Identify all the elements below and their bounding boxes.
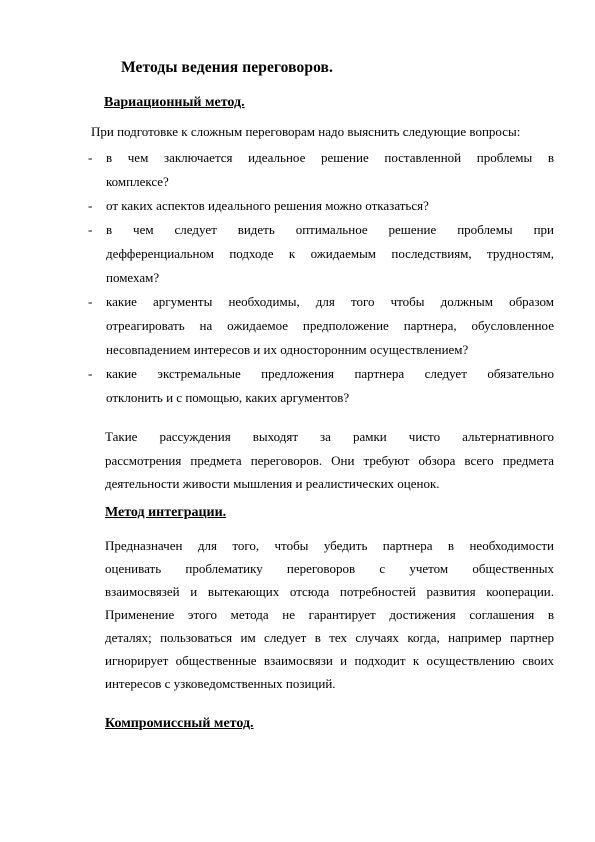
- text-line: помехам?: [106, 270, 160, 285]
- bullet-dash: -: [88, 198, 93, 213]
- text-line: в чем следует видеть оптимальное решение проблемы при: [106, 222, 554, 237]
- section-heading-integration: Метод интеграции.: [105, 505, 227, 520]
- list-item: [88, 290, 554, 362]
- bullet-dash: -: [88, 150, 93, 165]
- section-heading-compromise: Компромиссный метод.: [105, 716, 254, 731]
- text-line: игнорирует общественные взаимосвязи и подходит к осуществлению своих: [105, 653, 554, 668]
- list-item: [88, 218, 554, 290]
- section-heading-variational: Вариационный метод.: [104, 95, 245, 110]
- text-line: рассмотрения предмета переговоров. Они требуют обзора всего предмета: [105, 452, 554, 468]
- list-item: [88, 146, 554, 194]
- text-line: несовпадением интересов и их односторонним осуществлением?: [106, 342, 469, 357]
- text-line: какие аргументы необходимы, для того чтобы должным образом: [106, 294, 554, 309]
- text-line: Применение этого метода не гарантирует достижения соглашения в: [105, 607, 554, 622]
- section-conclusion: [105, 425, 554, 496]
- section-body-integration: [105, 534, 554, 695]
- bullet-dash: -: [88, 366, 93, 381]
- document-title: Методы ведения переговоров.: [121, 59, 333, 76]
- text-line: в чем заключается идеальное решение поставленной проблемы в: [106, 150, 554, 165]
- text-line: комплексе?: [106, 174, 169, 189]
- text-line: от каких аспектов идеального решения можно отказаться?: [106, 198, 429, 213]
- text-line: интересов с узковедомственных позиций.: [105, 676, 336, 691]
- text-line: отреагировать на ожидаемое предположение партнера, обусловленное: [106, 318, 554, 333]
- question-list: [88, 146, 554, 410]
- text-line: взаимосвязей и вытекающих отсюда потребностей развития кооперации.: [105, 584, 554, 599]
- bullet-dash: -: [88, 294, 93, 309]
- bullet-dash: -: [88, 222, 93, 237]
- text-line: отклонить и с помощью, каких аргументов?: [106, 390, 350, 405]
- list-item: [88, 194, 554, 218]
- text-line: оценивать проблематику переговоров с учетом общественных: [105, 561, 554, 576]
- text-line: какие экстремальные предложения партнера следует обязательно: [106, 366, 554, 381]
- list-item: [88, 362, 554, 410]
- text-line: дефференциальном подходе к ожидаемым последствиям, трудностям,: [106, 246, 554, 261]
- text-line: деталях; пользоваться им следует в тех случаях когда, например партнер: [105, 630, 554, 645]
- section-intro: При подготовке к сложным переговорам надо выяснить следующие вопросы:: [91, 124, 521, 139]
- text-line: деятельности живости мышления и реалистических оценок.: [105, 476, 440, 491]
- text-line: Предназначен для того, чтобы убедить партнера в необходимости: [105, 538, 554, 553]
- text-line: Такие рассуждения выходят за рамки чисто альтернативного: [105, 429, 554, 444]
